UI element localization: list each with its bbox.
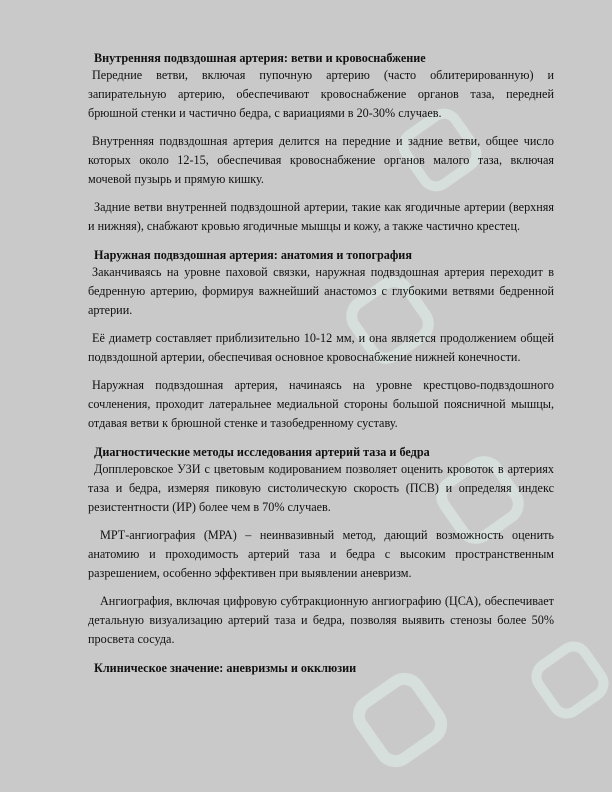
paragraph: Задние ветви внутренней подвздошной артерии, такие как ягодичные артерии (верхняя и нижняя), снабжают кровью ягодичные мышцы и кожу, а также частично крестец. [88, 200, 554, 233]
section-heading: Наружная подвздошная артерия: анатомия и топография [94, 248, 412, 262]
section-heading: Внутренняя подвздошная артерия: ветви и кровоснабжение [94, 51, 426, 65]
section-clinical [88, 660, 554, 676]
paragraph: Наружная подвздошная артерия, начинаясь на уровне крестцово-подвздошного сочленения, проходит латеральнее медиальной стороны большой поясничной мышцы, отдавая ветви к брюшной стенке и тазобедренному суставу. [88, 378, 554, 430]
paragraph: Заканчиваясь на уровне паховой связки, наружная подвздошная артерия переходит в бедренную артерию, формируя важнейший анастомоз с глубокими ветвями бедренной артерии. [88, 265, 554, 317]
section-diagnostics [88, 444, 554, 649]
paragraph: Внутренняя подвздошная артерия делится на передние и задние ветви, общее число которых около 12-15, обеспечивая кровоснабжение органов малого таза, включая мочевой пузырь и прямую кишку. [88, 134, 554, 186]
document-content [88, 50, 554, 676]
paragraph: Ангиография, включая цифровую субтракционную ангиографию (ЦСА), обеспечивает детальную визуализацию артерий таза и бедра, позволяя выявить стенозы более 50% просвета сосуда. [88, 594, 554, 646]
section-heading: Клиническое значение: аневризмы и окклюзии [94, 661, 357, 675]
section-external-iliac [88, 247, 554, 433]
paragraph: МРТ-ангиография (МРА) – неинвазивный метод, дающий возможность оценить анатомию и проходимость артерий таза и бедра с высоким пространственным разрешением, особенно эффективен при выявлении аневризм. [88, 528, 554, 580]
paragraph: Её диаметр составляет приблизительно 10-12 мм, и она является продолжением общей подвздошной артерии, обеспечивая основное кровоснабжение нижней конечности. [88, 331, 554, 364]
section-internal-iliac [88, 50, 554, 236]
section-heading: Диагностические методы исследования артерий таза и бедра [94, 445, 430, 459]
paragraph: Допплеровское УЗИ с цветовым кодированием позволяет оценить кровоток в артериях таза и бедра, измеряя пиковую систолическую скорость (ПСВ) и определяя индекс резистентности (ИР) более чем в 70% случаев. [88, 462, 554, 514]
paragraph: Передние ветви, включая пупочную артерию (часто облитерированную) и запирательную артерию, обеспечивают кровоснабжение органов таза, передней брюшной стенки и частично бедра, с вариациями в 20-30% случаев. [88, 68, 554, 120]
